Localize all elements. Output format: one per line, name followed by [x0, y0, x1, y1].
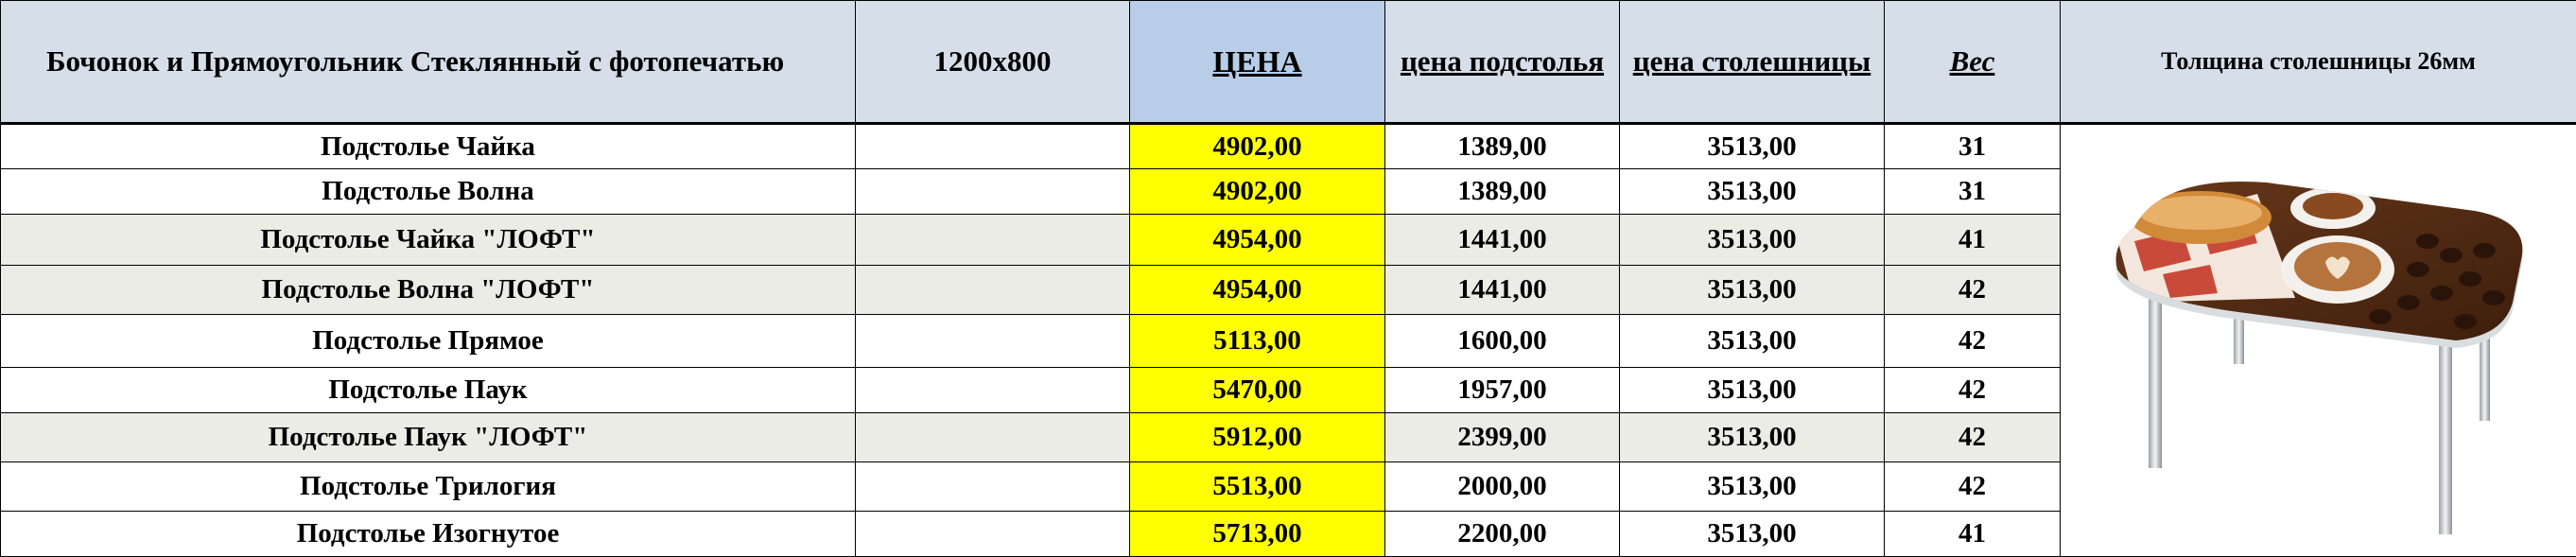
- size-cell: [856, 512, 1130, 557]
- size-cell: [856, 169, 1130, 215]
- glass-table-photo-print-icon: [2097, 137, 2541, 544]
- product-name: Подстолье Чайка "ЛОФТ": [1, 215, 856, 266]
- size-cell: [856, 462, 1130, 512]
- product-image: [2061, 124, 2576, 557]
- price-value: 5912,00: [1130, 413, 1385, 462]
- base-price-value: 1957,00: [1385, 368, 1620, 413]
- header-size: 1200х800: [856, 1, 1130, 124]
- header-row: [1, 1, 2576, 124]
- weight-value: 42: [1885, 462, 2061, 512]
- product-name: Подстолье Трилогия: [1, 462, 856, 512]
- table-row: [1, 124, 2576, 169]
- header-thickness: Толщина столешницы 26мм: [2061, 1, 2576, 124]
- price-value: 5513,00: [1130, 462, 1385, 512]
- base-price-value: 1600,00: [1385, 315, 1620, 368]
- product-name: Подстолье Прямое: [1, 315, 856, 368]
- top-price-value: 3513,00: [1620, 462, 1885, 512]
- base-price-value: 2000,00: [1385, 462, 1620, 512]
- weight-value: 42: [1885, 413, 2061, 462]
- price-value: 4902,00: [1130, 124, 1385, 169]
- product-name: Подстолье Волна: [1, 169, 856, 215]
- weight-value: 42: [1885, 266, 2061, 315]
- top-price-value: 3513,00: [1620, 368, 1885, 413]
- product-name: Подстолье Паук "ЛОФТ": [1, 413, 856, 462]
- price-value: 4902,00: [1130, 169, 1385, 215]
- weight-value: 41: [1885, 512, 2061, 557]
- header-title: Бочонок и Прямоугольник Стеклянный с фотопечатью: [1, 1, 856, 124]
- price-value: 4954,00: [1130, 215, 1385, 266]
- top-price-value: 3513,00: [1620, 266, 1885, 315]
- price-value: 5113,00: [1130, 315, 1385, 368]
- size-cell: [856, 124, 1130, 169]
- weight-value: 31: [1885, 124, 2061, 169]
- base-price-value: 1389,00: [1385, 124, 1620, 169]
- header-price[interactable]: ЦЕНА: [1130, 1, 1385, 124]
- top-price-value: 3513,00: [1620, 315, 1885, 368]
- base-price-value: 2200,00: [1385, 512, 1620, 557]
- product-name: Подстолье Паук: [1, 368, 856, 413]
- price-value: 4954,00: [1130, 266, 1385, 315]
- price-value: 5470,00: [1130, 368, 1385, 413]
- base-price-value: 1441,00: [1385, 215, 1620, 266]
- weight-value: 31: [1885, 169, 2061, 215]
- header-base-price[interactable]: цена подстолья: [1385, 1, 1620, 124]
- top-price-value: 3513,00: [1620, 413, 1885, 462]
- size-cell: [856, 368, 1130, 413]
- top-price-value: 3513,00: [1620, 215, 1885, 266]
- base-price-value: 1389,00: [1385, 169, 1620, 215]
- product-name: Подстолье Изогнутое: [1, 512, 856, 557]
- size-cell: [856, 413, 1130, 462]
- size-cell: [856, 266, 1130, 315]
- weight-value: 41: [1885, 215, 2061, 266]
- product-name: Подстолье Чайка: [1, 124, 856, 169]
- size-cell: [856, 315, 1130, 368]
- price-value: 5713,00: [1130, 512, 1385, 557]
- top-price-value: 3513,00: [1620, 512, 1885, 557]
- weight-value: 42: [1885, 368, 2061, 413]
- header-top-price[interactable]: цена столешницы: [1620, 1, 1885, 124]
- top-price-value: 3513,00: [1620, 124, 1885, 169]
- product-name: Подстолье Волна "ЛОФТ": [1, 266, 856, 315]
- base-price-value: 1441,00: [1385, 266, 1620, 315]
- size-cell: [856, 215, 1130, 266]
- top-price-value: 3513,00: [1620, 169, 1885, 215]
- weight-value: 42: [1885, 315, 2061, 368]
- base-price-value: 2399,00: [1385, 413, 1620, 462]
- header-weight[interactable]: Вес: [1885, 1, 2061, 124]
